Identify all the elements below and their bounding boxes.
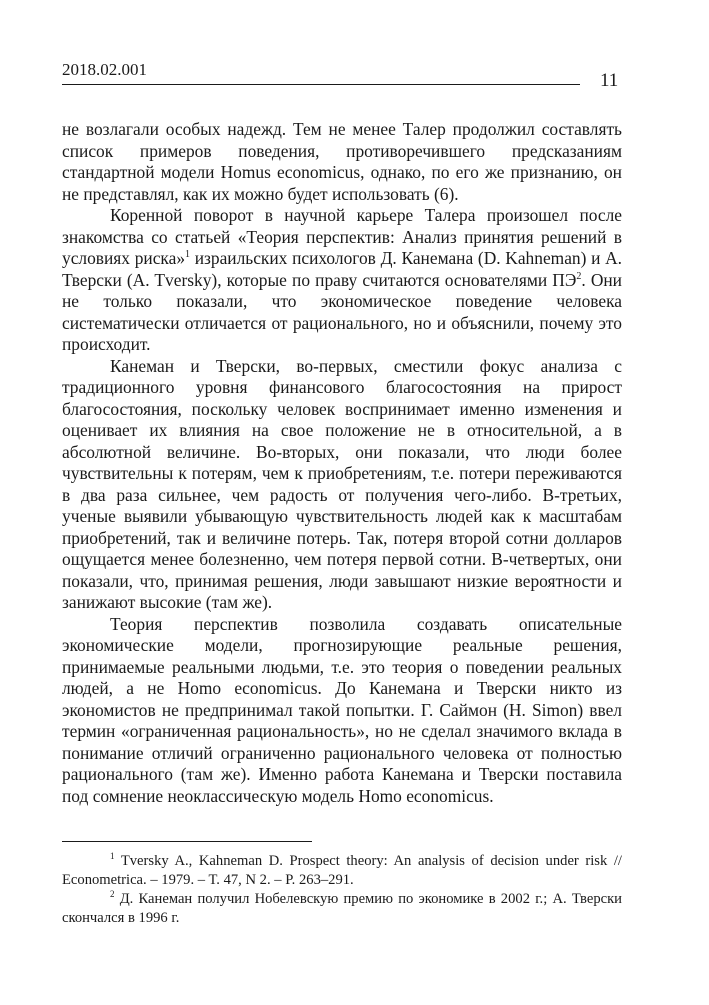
document-code: 2018.02.001 (62, 60, 147, 79)
footnote-ref-1: 1 (185, 249, 191, 261)
footnote-2 (62, 890, 622, 928)
header-rule (62, 84, 580, 85)
paragraph-4: Теория перспектив позволила создавать описательные экономические модели, прогнозирующие реальные решения, принимаемые реальными людьми, т.е. это теория о поведении реальных людей, а не Homo economicus. До Канемана и Тверски никто из экономистов не предпринимал такой попытки. Г. Саймон (H. Simon) ввел термин «ограниченная рациональность», но не сделал значимого вклада в понимание отличий ограниченно рационального человека от полностью рационального (там же). Именно работа Канемана и Тверски поставила под сомнение неоклассическую модель Homo economicus. (62, 613, 622, 806)
footnote-1-mark: 1 (110, 851, 115, 862)
paragraph-1: не возлагали особых надежд. Тем не менее Талер продолжил составлять список примеров поведения, противоречившего предсказаниям стандартной модели Homus economicus, однако, по его же признанию, он не представлял, как их можно будет использовать (6). (62, 119, 622, 204)
paragraph-2-part-c: . Они не только показали, что экономическое поведение человека систематически отличается от рационального, но и объяснили, почему это происходит. (62, 269, 622, 354)
paragraph-3: Канеман и Тверски, во-первых, сместили фокус анализа с традиционного уровня финансового благосостояния на прирост благосостояния, поскольку человек воспринимает именно изменения и оценивает их влияния на свое положение не в относительной, а в абсолютной величине. Во-вторых, они показали, что люди более чувствительны к потерям, чем к приобретениям, т.е. потери переживаются в два раза сильнее, чем радость от получения чего-либо. В-третьих, ученые выявили убывающую чувствительность людей как к масштабам приобретений, так и величине потерь. Так, потеря второй сотни долларов ощущается менее болезненно, чем потеря первой сотни. В-четвертых, они показали, что, принимая решения, люди завышают низкие вероятности и занижают высокие (там же). (62, 355, 622, 612)
paragraph-2-part-b: израильских психологов Д. Канемана (D. Kahneman) и А. Тверски (A. Tversky), которые по праву считаются основателями ПЭ (62, 248, 622, 290)
paragraph-2-part-a: Коренной поворот в научной карьере Талера произошел после знакомства со статьей «Теория перспектив: Анализ принятия решений в условиях риска» (62, 205, 622, 268)
page-number: 11 (600, 70, 619, 91)
footnotes (62, 852, 622, 928)
paragraph-2 (62, 205, 622, 356)
footnote-1 (62, 852, 622, 890)
footnote-2-mark: 2 (110, 889, 115, 900)
footnote-1-text: Tversky A., Kahneman D. Prospect theory: An analysis of decision under risk // Econometrica. – 1979. – T. 47, N 2. – P. 263–291. (62, 853, 622, 888)
body-text (62, 119, 622, 807)
footnote-2-text: Д. Канеман получил Нобелевскую премию по экономике в 2002 г.; А. Тверски скончался в 1996 г. (62, 891, 622, 926)
footnote-ref-2: 2 (576, 270, 582, 282)
footnote-rule (62, 841, 312, 842)
